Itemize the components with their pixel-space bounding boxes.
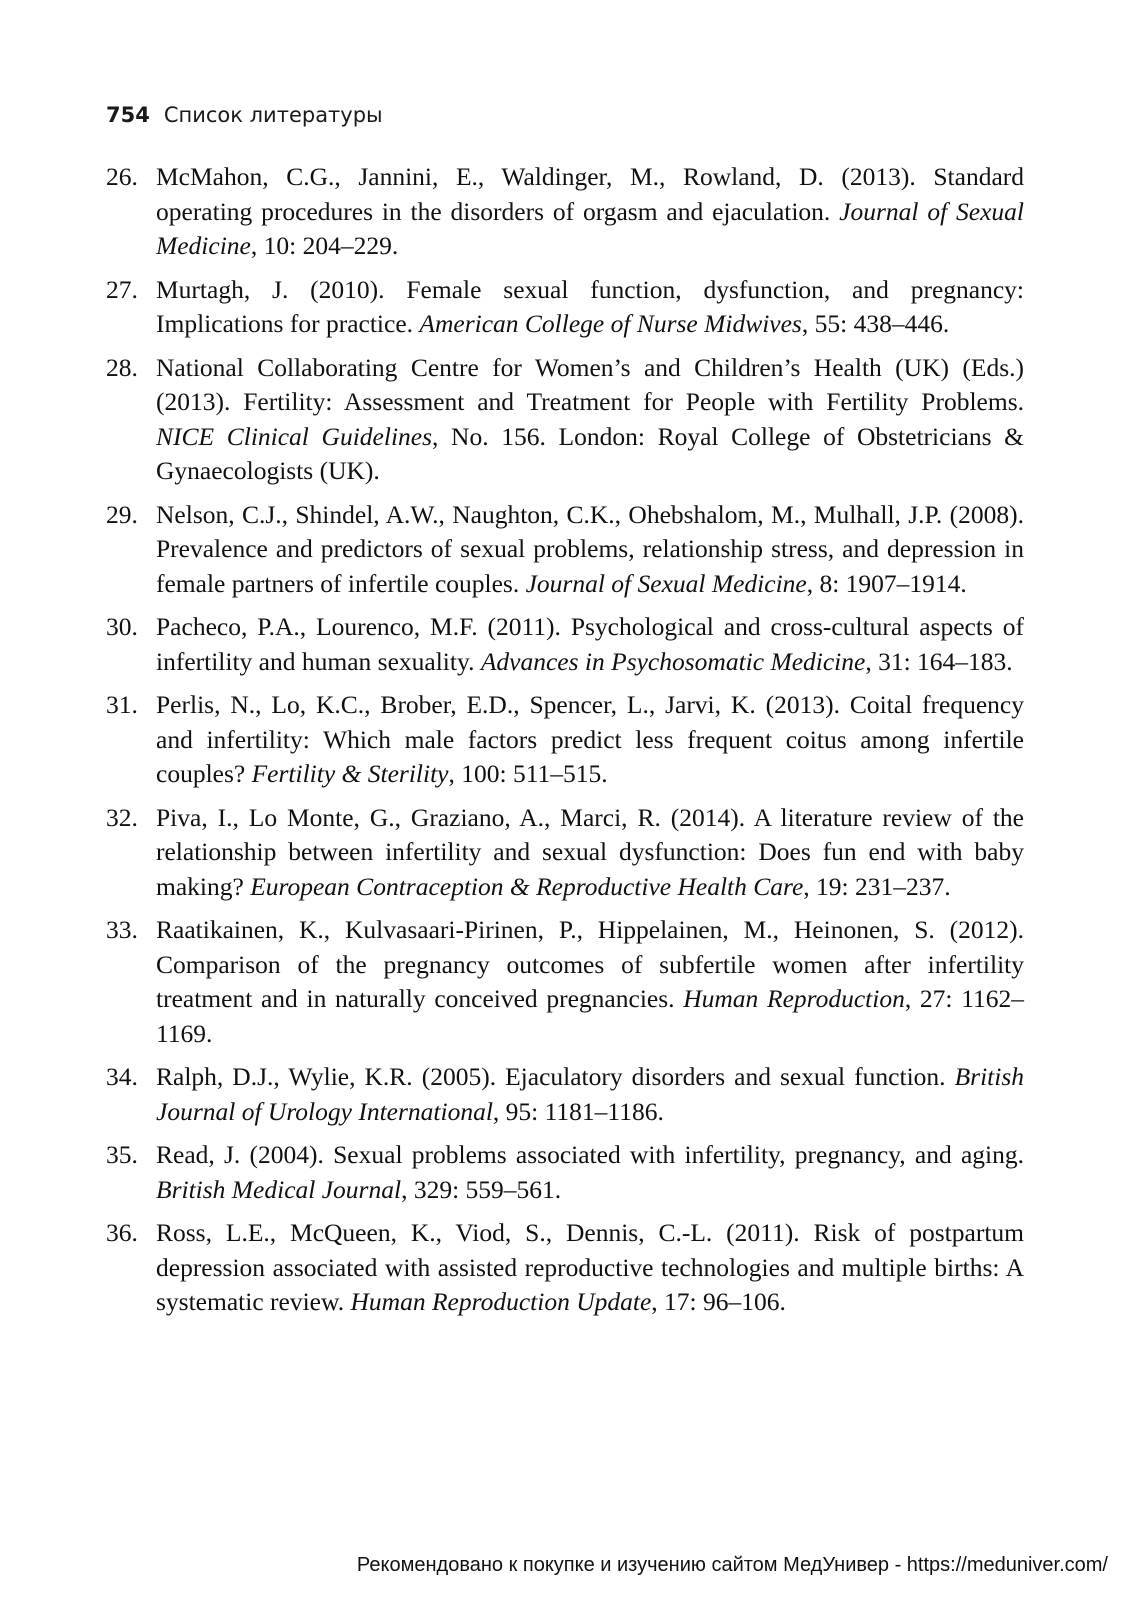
journal-title: Human Reproduction Update bbox=[350, 1287, 652, 1316]
journal-title: British Medical Journal bbox=[156, 1174, 402, 1204]
reference-body: Pacheco, P.A., Lourenco, M.F. (2011). Psychological and cross-cultural aspects of infertility and human sexuality. bbox=[156, 612, 1024, 676]
reference-text bbox=[156, 500, 1024, 598]
reference-citation: , 329: 559–561. bbox=[401, 1174, 562, 1204]
reference-citation: , 100: 511–515. bbox=[448, 759, 608, 788]
reference-body: Piva, I., Lo Monte, G., Graziano, A., Marci, R. (2014). A literature review of the relationship between infertility and sexual dysfunction: Does fun end with baby making? bbox=[156, 802, 1024, 901]
reference-number: 27. bbox=[106, 274, 138, 304]
reference-item bbox=[106, 1060, 1024, 1129]
reference-number: 36. bbox=[106, 1218, 138, 1247]
reference-number: 31. bbox=[106, 690, 138, 719]
journal-title: Fertility & Sterility bbox=[251, 759, 449, 788]
reference-text bbox=[156, 1140, 1024, 1204]
reference-body: National Collaborating Centre for Women’s and Children’s Health (UK) (Eds.) (2013). Fertility: Assessment and Treatment for People with Fertility Problems. bbox=[156, 352, 1024, 416]
reference-citation: , 55: 438–446. bbox=[801, 309, 950, 338]
reference-body: McMahon, C.G., Jannini, E., Waldinger, M., Rowland, D. (2013). Standard operating procedures in the disorders of orgasm and ejaculation. bbox=[156, 162, 1024, 226]
reference-body: Ross, L.E., McQueen, K., Viod, S., Dennis, C.-L. (2011). Risk of postpartum depression associated with assisted reproductive technologies and multiple births: A systematic review. bbox=[156, 1218, 1024, 1316]
reference-citation: , 10: 204–229. bbox=[250, 231, 399, 260]
reference-citation: , 95: 1181–1186. bbox=[492, 1096, 664, 1126]
reference-body: Murtagh, J. (2010). Female sexual function, dysfunction, and pregnancy: Implications for practice. bbox=[156, 274, 1024, 338]
reference-number: 33. bbox=[106, 915, 138, 944]
reference-item bbox=[106, 610, 1024, 679]
reference-citation: , No. 156. London: Royal College of Obstetricians & Gynaecologists (UK). bbox=[156, 421, 1024, 485]
reference-text bbox=[156, 275, 1024, 339]
reference-number: 35. bbox=[106, 1140, 138, 1169]
reference-number: 26. bbox=[106, 162, 138, 191]
reference-text bbox=[156, 353, 1024, 486]
reference-citation: , 19: 231–237. bbox=[803, 871, 951, 901]
reference-list bbox=[106, 160, 1024, 1329]
section-title: Список литературы bbox=[163, 103, 383, 127]
journal-title: NICE Clinical Guidelines bbox=[156, 421, 433, 451]
reference-item bbox=[106, 1138, 1024, 1207]
reference-item bbox=[106, 801, 1024, 905]
reference-item bbox=[106, 1216, 1024, 1320]
reference-body: Nelson, C.J., Shindel, A.W., Naughton, C.K., Ohebshalom, M., Mulhall, J.P. (2008). Prevalence and predictors of sexual problems, relationship stress, and depression in female partners of infertile couples. bbox=[156, 499, 1024, 598]
reference-citation: , 17: 96–106. bbox=[651, 1287, 786, 1316]
reference-item bbox=[106, 498, 1024, 602]
journal-title: Journal of Sexual Medicine bbox=[156, 196, 1024, 260]
journal-title: Advances in Psychosomatic Medicine bbox=[480, 646, 866, 676]
reference-item bbox=[106, 351, 1024, 489]
reference-item bbox=[106, 273, 1024, 342]
reference-body: Read, J. (2004). Sexual problems associated with infertility, pregnancy, and aging. bbox=[156, 1140, 1024, 1169]
page-number: 754 bbox=[106, 103, 150, 127]
reference-text bbox=[156, 803, 1024, 901]
reference-text bbox=[156, 1062, 1024, 1126]
reference-number: 30. bbox=[106, 612, 138, 641]
reference-item bbox=[106, 688, 1024, 792]
journal-title: Human Reproduction bbox=[683, 984, 905, 1013]
reference-item bbox=[106, 913, 1024, 1051]
reference-citation: , 31: 164–183. bbox=[865, 646, 1013, 676]
reference-number: 34. bbox=[106, 1062, 138, 1091]
journal-title: Journal of Sexual Medicine bbox=[525, 568, 807, 598]
reference-text bbox=[156, 162, 1024, 260]
reference-body: Ralph, D.J., Wylie, K.R. (2005). Ejaculatory disorders and sexual function. bbox=[156, 1062, 955, 1091]
reference-item bbox=[106, 160, 1024, 264]
reference-body: Perlis, N., Lo, K.C., Brober, E.D., Spencer, L., Jarvi, K. (2013). Coital frequency and infertility: Which male factors predict less frequent coitus among infertile couples? bbox=[156, 690, 1024, 788]
reference-number: 28. bbox=[106, 352, 138, 382]
journal-title: European Contraception & Reproductive Health Care bbox=[250, 871, 804, 901]
journal-title: British Journal of Urology International bbox=[156, 1062, 1024, 1126]
reference-text bbox=[156, 612, 1024, 676]
journal-title: American College of Nurse Midwives bbox=[419, 309, 802, 338]
watermark-text: Рекомендовано к покупке и изучению сайтом МедУнивер - https://meduniver.com/ bbox=[356, 1554, 1108, 1576]
reference-citation: , 27: 1162–1169. bbox=[156, 984, 1025, 1048]
reference-text bbox=[156, 690, 1024, 788]
reference-text bbox=[156, 1218, 1024, 1316]
running-head bbox=[106, 100, 383, 130]
reference-citation: , 8: 1907–1914. bbox=[806, 568, 967, 598]
reference-number: 29. bbox=[106, 499, 138, 529]
reference-text bbox=[156, 915, 1024, 1048]
reference-number: 32. bbox=[106, 802, 138, 832]
reference-body: Raatikainen, K., Kulvasaari-Pirinen, P., Hippelainen, M., Heinonen, S. (2012). Comparison of the pregnancy outcomes of subfertile women after infertility treatment and in naturally conceived pregnancies. bbox=[156, 915, 1024, 1013]
